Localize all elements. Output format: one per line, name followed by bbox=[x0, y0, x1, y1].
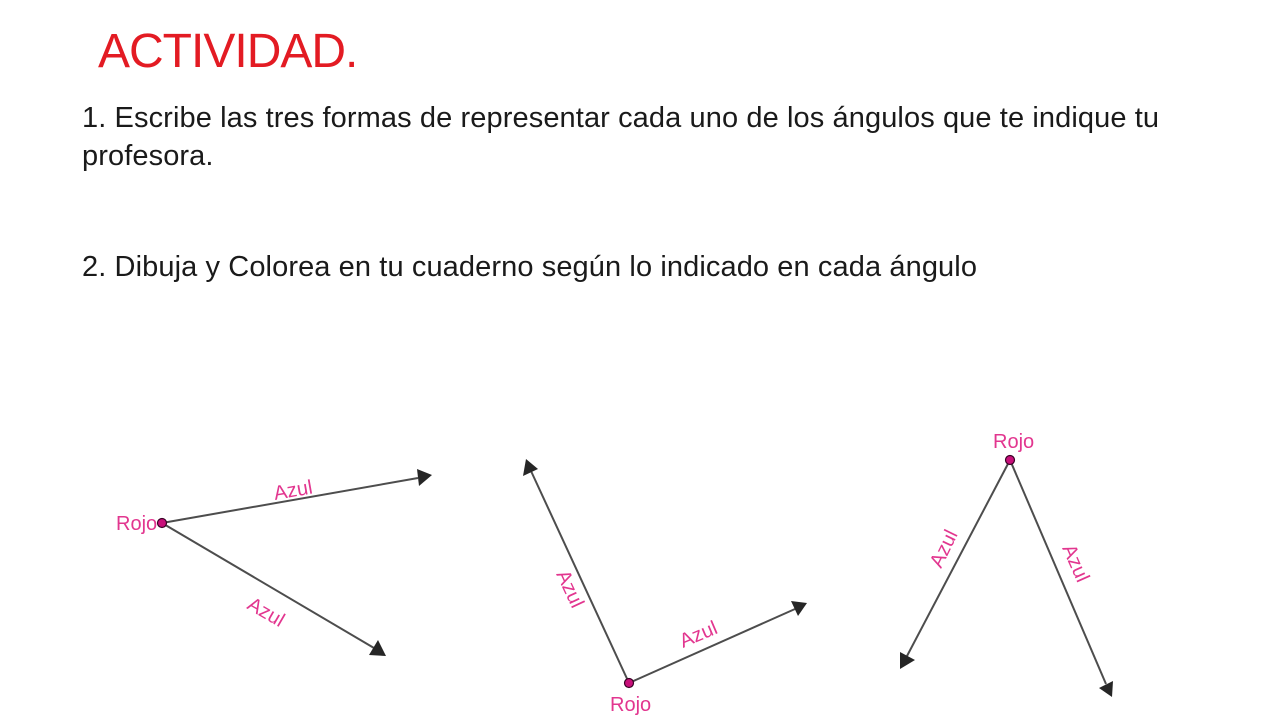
angle-1-vertex bbox=[158, 519, 167, 528]
angle-3-ray-label-left: Azul bbox=[925, 526, 963, 572]
angle-2-vertex bbox=[625, 679, 634, 688]
angle-2-arrowhead-right bbox=[791, 601, 807, 616]
angle-1-ray-lower bbox=[162, 523, 374, 648]
angle-3-vertex bbox=[1006, 456, 1015, 465]
angle-2-arrowhead-left bbox=[523, 459, 538, 476]
angle-2-ray-left bbox=[531, 471, 629, 683]
angle-1-arrowhead-lower bbox=[369, 640, 386, 656]
slide-title: ACTIVIDAD. bbox=[98, 25, 358, 78]
angle-1 bbox=[116, 469, 432, 656]
angle-2-ray-label-right: Azul bbox=[676, 617, 721, 653]
angle-2-vertex-label: Rojo bbox=[610, 694, 652, 716]
angle-2-ray-label-left: Azul bbox=[551, 566, 588, 612]
angle-1-ray-label-upper: Azul bbox=[272, 476, 315, 505]
angle-3 bbox=[900, 431, 1113, 697]
angle-2 bbox=[523, 459, 807, 716]
instruction-2: 2. Dibuja y Colorea en tu cuaderno según lo indicado en cada ángulo bbox=[82, 251, 978, 283]
angle-1-ray-label-lower: Azul bbox=[243, 593, 289, 632]
instruction-1: 1. Escribe las tres formas de representar cada uno de los ángulos que te indique tu profesora. bbox=[82, 102, 1160, 172]
angle-3-ray-left bbox=[907, 460, 1010, 656]
angle-1-arrowhead-upper bbox=[417, 469, 432, 486]
angle-1-vertex-label: Rojo bbox=[116, 513, 158, 535]
angle-3-vertex-label: Rojo bbox=[993, 431, 1035, 453]
angle-3-ray-label-right: Azul bbox=[1057, 541, 1094, 586]
